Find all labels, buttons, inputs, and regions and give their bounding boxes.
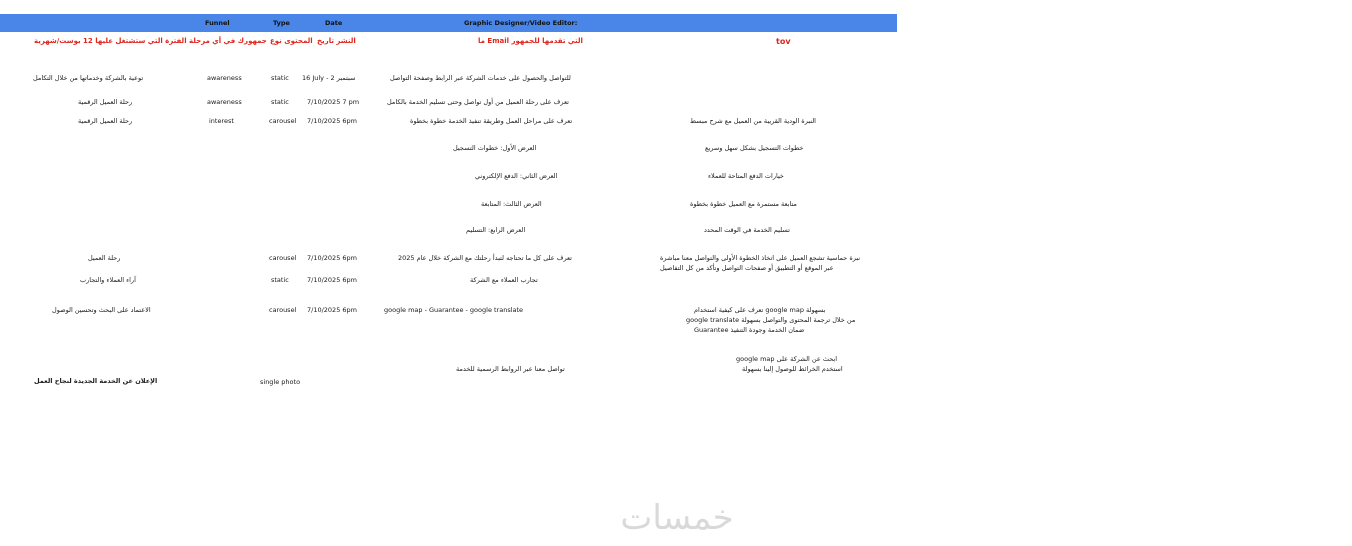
row-objective[interactable]: رحلة العميل الرقمية	[78, 98, 133, 106]
khamsat-watermark: خمسات	[620, 498, 734, 538]
row-tov-extra: عبر الموقع أو التطبيق أو صفحات التواصل وتأكد من كل التفاصيل	[660, 264, 834, 272]
row-date[interactable]: 7/10/2025 6pm	[307, 306, 357, 314]
row-funnel[interactable]: awareness	[207, 74, 242, 82]
row-objective[interactable]: رحلة العميل	[88, 254, 121, 262]
row-type[interactable]: static	[271, 74, 289, 82]
row-type[interactable]: carousel	[269, 254, 297, 262]
subheader-audience: جمهورك في أي مرحلة	[189, 37, 267, 45]
header-role[interactable]: Graphic Designer/Video Editor:	[464, 19, 578, 27]
subheader-period: الفترة التي ستشتغل عليها 12 بوست/شهرية	[34, 37, 187, 45]
subheader-content-type: المحتوى نوع	[270, 37, 313, 45]
row-tov[interactable]: النبرة الودية القريبة من العميل مع شرح مبسط	[690, 117, 816, 125]
subheader-publish-date: النشر تاريخ	[317, 37, 356, 45]
row-objective[interactable]: رحلة العميل الرقمية	[78, 117, 133, 125]
row-tov-extra: Guarantee ضمان الخدمة وجودة التنفيذ	[694, 326, 805, 334]
row-objective[interactable]: الإعلان عن الخدمة الجديدة لنجاح العمل	[34, 377, 158, 385]
row-idea[interactable]: العرض الثاني: الدفع الإلكتروني	[475, 172, 558, 180]
row-type[interactable]: static	[271, 98, 289, 106]
row-objective[interactable]: توعية بالشركة وخدماتها من خلال التكامل	[33, 74, 144, 82]
row-tov[interactable]: نبرة حماسية تشجع العميل على اتخاذ الخطوة الأولى والتواصل معنا مباشرة	[660, 254, 861, 262]
row-objective[interactable]: آراء العملاء والتجارب	[80, 276, 136, 284]
row-tov[interactable]: متابعة مستمرة مع العميل خطوة بخطوة	[690, 200, 797, 208]
row-tov-extra: google translate من خلال ترجمة المحتوى والتواصل بسهولة	[686, 316, 856, 324]
row-idea[interactable]: للتواصل والحصول على خدمات الشركة عبر الرابط وصفحة التواصل	[390, 74, 571, 82]
row-type[interactable]: carousel	[269, 306, 297, 314]
row-funnel[interactable]: interest	[209, 117, 234, 125]
header-date[interactable]: Date	[325, 19, 343, 27]
row-date[interactable]: 16 July - سبتمبر 2	[302, 74, 356, 82]
row-funnel[interactable]: awareness	[207, 98, 242, 106]
row-tov-extra: استخدم الخرائط للوصول إلينا بسهولة	[742, 365, 843, 373]
row-tov[interactable]: خطوات التسجيل بشكل سهل وسريع	[705, 144, 804, 152]
row-type[interactable]: single photo	[260, 378, 301, 386]
row-date[interactable]: 7/10/2025 7 pm	[307, 98, 360, 106]
header-funnel[interactable]: Funnel	[205, 19, 230, 27]
row-idea[interactable]: تواصل معنا عبر الروابط الرسمية للخدمة	[456, 365, 565, 373]
row-idea[interactable]: تجارب العملاء مع الشركة	[470, 276, 538, 284]
header-row	[0, 14, 897, 32]
row-tov[interactable]: خيارات الدفع المتاحة للعملاء	[708, 172, 784, 180]
row-idea[interactable]: العرض الرابع: التسليم	[466, 226, 526, 234]
row-objective[interactable]: الاعتماد على البحث وتحسين الوصول	[52, 306, 151, 314]
row-date[interactable]: 7/10/2025 6pm	[307, 254, 357, 262]
row-tov[interactable]: تسليم الخدمة في الوقت المحدد	[704, 226, 790, 234]
header-type[interactable]: Type	[273, 19, 290, 27]
row-idea[interactable]: google map - Guarantee - google translate	[384, 306, 524, 314]
row-idea[interactable]: تعرف على رحلة العميل من أول تواصل وحتى تسليم الخدمة بالكامل	[387, 98, 569, 106]
row-idea[interactable]: تعرف على مراحل العمل وطريقة تنفيذ الخدمة خطوة بخطوة	[410, 117, 573, 125]
subheader-idea: ما Email التي تقدمها للجمهور	[478, 37, 583, 45]
row-type[interactable]: static	[271, 276, 289, 284]
row-type[interactable]: carousel	[269, 117, 297, 125]
subheader-tov: tov	[776, 37, 791, 46]
row-idea[interactable]: 2025 تعرف على كل ما تحتاجه لتبدأ رحلتك مع الشركة خلال عام	[398, 254, 572, 262]
row-idea[interactable]: العرض الثالث: المتابعة	[481, 200, 542, 208]
row-tov[interactable]: تعرف على كيفية استخدام google map بسهولة	[694, 306, 826, 314]
row-date[interactable]: 7/10/2025 6pm	[307, 276, 357, 284]
row-tov[interactable]: google map ابحث عن الشركة على	[736, 355, 838, 363]
row-date[interactable]: 7/10/2025 6pm	[307, 117, 357, 125]
row-idea[interactable]: العرض الأول: خطوات التسجيل	[453, 144, 537, 152]
